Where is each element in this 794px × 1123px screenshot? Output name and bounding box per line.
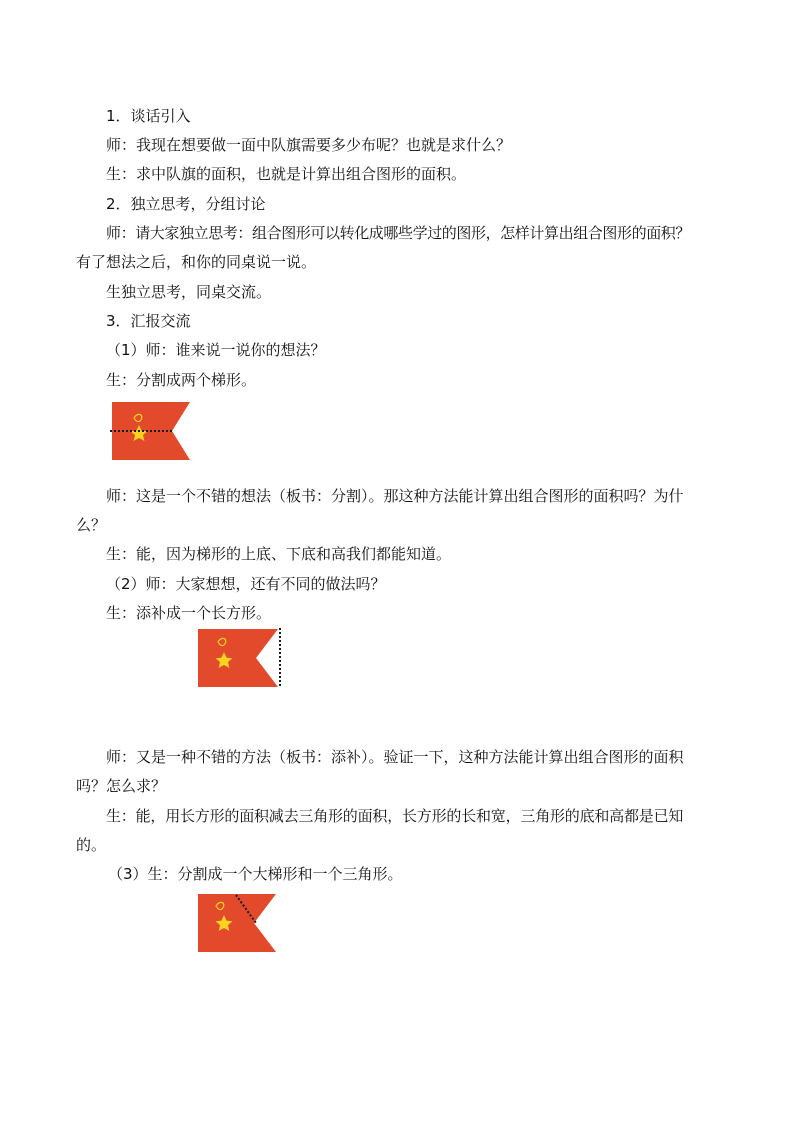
student-line-2: 生独立思考，同桌交流。 xyxy=(106,283,272,301)
flag-fill-rectangle xyxy=(196,626,286,690)
heading-1: 1．谈话引入 xyxy=(106,107,191,125)
flag-split-two-trapezoids xyxy=(108,400,192,462)
heading-2: 2．独立思考，分组讨论 xyxy=(106,195,266,213)
teacher-line-1: 师：我现在想要做一面中队旗需要多少布呢？也就是求什么？ xyxy=(106,136,512,154)
teacher-comment-1-cont: 么？ xyxy=(76,516,107,534)
flag-shape xyxy=(198,629,278,687)
student-answer-3: 生：添补成一个长方形。 xyxy=(106,604,272,622)
teacher-line-2: 师：请大家独立思考：组合图形可以转化成哪些学过的图形，怎样计算出组合图形的面积？ xyxy=(106,224,691,242)
flag-split-trapezoid-triangle xyxy=(196,891,280,955)
student-answer-2: 生：能，因为梯形的上底、下底和高我们都能知道。 xyxy=(106,545,452,563)
teacher-question-2: （2）师：大家想想，还有不同的做法吗？ xyxy=(106,575,386,593)
teacher-question-1: （1）师：谁来说一说你的想法？ xyxy=(106,341,326,359)
student-answer-1: 生：分割成两个梯形。 xyxy=(106,371,257,389)
teacher-comment-1: 师：这是一个不错的想法（板书：分割）。那这种方法能计算出组合图形的面积吗？为什 xyxy=(106,487,684,505)
student-answer-5: （3）生：分割成一个大梯形和一个三角形。 xyxy=(108,865,403,883)
teacher-line-2-cont: 有了想法之后，和你的同桌说一说。 xyxy=(76,253,317,271)
flag-shape xyxy=(198,894,276,952)
student-line-1: 生：求中队旗的面积，也就是计算出组合图形的面积。 xyxy=(106,165,467,183)
student-answer-4: 生：能，用长方形的面积减去三角形的面积，长方形的长和宽，三角形的底和高都是已知 xyxy=(106,807,684,825)
teacher-comment-2-cont: 吗？怎么求？ xyxy=(76,777,167,795)
heading-3: 3．汇报交流 xyxy=(106,312,191,330)
student-answer-4-cont: 的。 xyxy=(76,836,107,854)
teacher-comment-2: 师：又是一种不错的方法（板书：添补）。验证一下，这种方法能计算出组合图形的面积 xyxy=(106,748,684,766)
